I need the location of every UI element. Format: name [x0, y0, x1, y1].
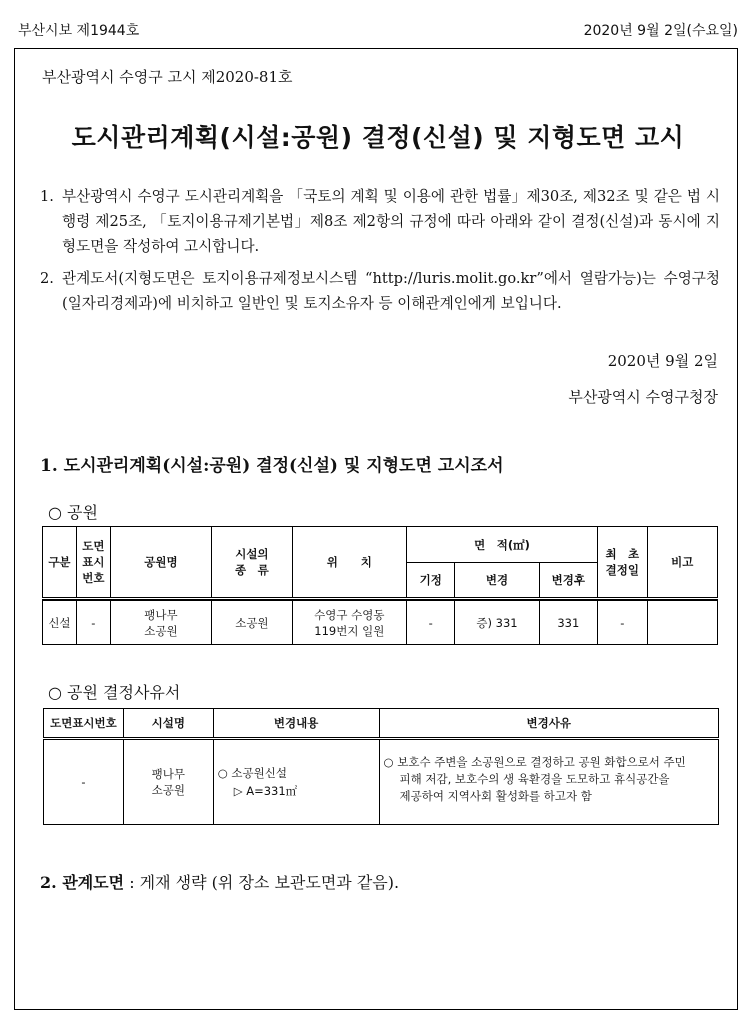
header-type: 구분 [43, 527, 77, 599]
signature-date: 2020년 9월 2일 [607, 352, 718, 370]
cell-existing: - [406, 601, 454, 645]
paragraph-text: 부산광역시 수영구 도시관리계획을 「국토의 계획 및 이용에 관한 법률」제30조, 제32조 및 같은 법 시행령 제25조, 「토지이용규제기본법」제8조 제2항의 규정에 따라 아래와 같이 결정(신설)과 동시에 지형도면을 작성하여 고시합니다. [62, 188, 720, 255]
header-location: 위 치 [292, 527, 406, 599]
section-2 [40, 870, 399, 893]
cell-park-name: 팽나무 소공원 [110, 601, 211, 645]
header-map-no: 도면표시번호 [44, 709, 124, 739]
cell-type: 신설 [43, 601, 77, 645]
reason-table [43, 708, 719, 825]
header-facility-type: 시설의 종 류 [212, 527, 293, 599]
header-first-decision: 최 초 결정일 [598, 527, 647, 599]
header-note: 비고 [647, 527, 717, 599]
cell-location: 수영구 수영동 119번지 일원 [292, 601, 406, 645]
paragraph-1 [40, 184, 720, 259]
paragraph-number: 2. [40, 270, 54, 287]
header-change-content: 변경내용 [213, 709, 379, 739]
signature-name: 부산광역시 수영구청장 [568, 388, 718, 406]
paragraph-2 [40, 266, 720, 316]
cell-change: 증) 331 [455, 601, 539, 645]
cell-map-no: - [44, 739, 124, 825]
header-after-change: 변경후 [539, 563, 598, 599]
park-heading: ○ 공원 [48, 503, 98, 522]
cell-note [647, 601, 717, 645]
park-table [42, 526, 718, 645]
reason-heading: ○ 공원 결정사유서 [48, 683, 181, 702]
page-title: 도시관리계획(시설:공원) 결정(신설) 및 지형도면 고시 [71, 123, 685, 152]
cell-facility-name: 팽나무 소공원 [123, 739, 213, 825]
section-2-text: 게재 생략 (위 장소 보관도면과 같음). [139, 873, 400, 892]
paragraph-number: 1. [40, 188, 54, 205]
cell-map-no: - [76, 601, 110, 645]
cell-after-change: 331 [539, 601, 598, 645]
header-change-reason: 변경사유 [379, 709, 718, 739]
header-area: 면 적(㎡) [406, 527, 597, 563]
gazette-date: 2020년 9월 2일(수요일) [583, 23, 738, 39]
page-header [14, 20, 740, 40]
cell-first-decision: - [598, 601, 647, 645]
header-map-no: 도면 표시 번호 [76, 527, 110, 599]
section-2-label: 2. 관계도면 [40, 873, 125, 892]
section-1-title: 1. 도시관리계획(시설:공원) 결정(신설) 및 지형도면 고시조서 [40, 456, 504, 476]
cell-change-content: ○ 소공원신설 ▷ A=331㎡ [213, 739, 379, 825]
table-row [43, 601, 718, 645]
section-2-colon: : [124, 873, 140, 892]
paragraph-text: 관계도서(지형도면은 토지이용규제정보시스템 “http://luris.molit.go.kr”에서 열람가능)는 수영구청(일자리경제과)에 비치하고 일반인 및 토지소유자 등 이해관계인에게 보입니다. [62, 270, 720, 312]
gazette-issue: 부산시보 제1944호 [18, 23, 140, 39]
table-row [44, 739, 719, 825]
cell-change-reason: ○ 보호수 주변을 소공원으로 결정하고 공원 화합으로서 주민 피해 저감, 보호수의 생 육환경을 도모하고 휴식공간을 제공하여 지역사회 활성화를 하고자 함 [379, 739, 718, 825]
header-change: 변경 [455, 563, 539, 599]
cell-facility-type: 소공원 [212, 601, 293, 645]
notice-number: 부산광역시 수영구 고시 제2020-81호 [42, 68, 293, 86]
header-existing: 기정 [406, 563, 454, 599]
header-park-name: 공원명 [110, 527, 211, 599]
header-facility-name: 시설명 [123, 709, 213, 739]
